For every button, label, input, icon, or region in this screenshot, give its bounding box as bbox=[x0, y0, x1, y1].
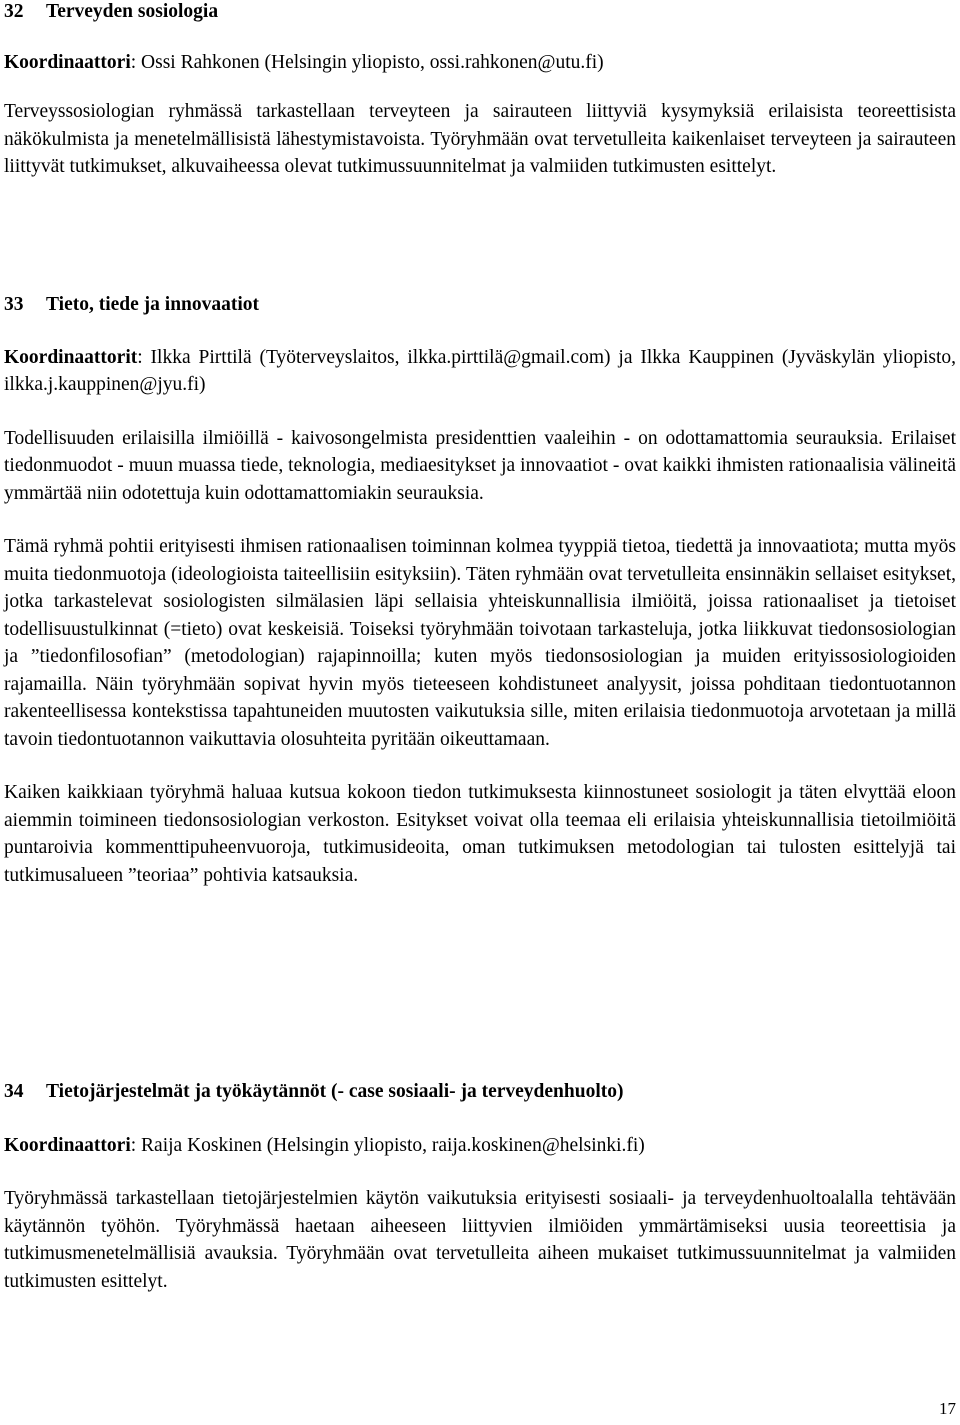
coordinator-label: Koordinaattori bbox=[4, 51, 131, 73]
section-title: Tietojärjestelmät ja työkäytännöt (- case sosiaali- ja terveydenhuolto) bbox=[46, 1081, 624, 1102]
coordinator-text: : Ossi Rahkonen (Helsingin yliopisto, ossi.rahkonen@utu.fi) bbox=[130, 51, 604, 73]
section-heading bbox=[4, 1078, 956, 1106]
coordinator-text: : Raija Koskinen (Helsingin yliopisto, raija.koskinen@helsinki.fi) bbox=[130, 1134, 645, 1156]
section-title: Terveyden sosiologia bbox=[46, 1, 219, 22]
coordinator-line bbox=[4, 49, 956, 77]
coordinator-text: : Ilkka Pirttilä (Työterveyslaitos, ilkka.pirttilä@gmail.com) ja Ilkka Kauppinen (Jyväskylän yliopisto, ilkka.j.kauppinen@jyu.fi) bbox=[4, 346, 956, 395]
section-number: 34 bbox=[4, 1081, 24, 1102]
section-title: Tieto, tiede ja innovaatiot bbox=[46, 294, 260, 315]
section-32 bbox=[4, 0, 956, 181]
section-heading bbox=[4, 0, 956, 26]
paragraph: Todellisuuden erilaisilla ilmiöillä - kaivosongelmista presidenttien vaaleihin - on odottamattomia seurauksia. Erilaiset tiedonmuodot - muun muassa tiede, teknologia, mediaesitykset ja innovaatiot - ovat kaikki ihmisten rationaalisia välineitä ymmärtää niin odotettuja kuin odottamattomiakin seurauksia. bbox=[4, 427, 956, 504]
section-number: 32 bbox=[4, 1, 24, 22]
page-number: 17 bbox=[939, 1399, 956, 1418]
paragraph: Työryhmässä tarkastellaan tietojärjestelmien käytön vaikutuksia erityisesti sosiaali- ja terveydenhuoltoalalla tehtävään käytännön työhön. Työryhmässä haetaan aiheeseen liittyvien ilmiöiden ymmärtämiseksi uusia teoreettisia ja tutkimusmenetelmällisiä avauksia. Työryhmään ovat tervetulleita aiheen mukaiset tutkimussuunnitelmat ja valmiiden tutkimusten esittelyt. bbox=[4, 1188, 956, 1292]
section-number: 33 bbox=[4, 294, 24, 315]
section-34 bbox=[4, 1078, 956, 1295]
paragraph: Terveyssosiologian ryhmässä tarkastellaan terveyteen ja sairauteen liittyviä kysymyksiä erilaisista teoreettisista näkökulmista ja menetelmällisistä lähestymistavoista. Työryhmään ovat tervetulleita kaikenlaiset terveyteen ja sairauteen liittyvät tutkimukset, alkuvaiheessa olevat tutkimussuunnitelmat ja valmiiden tutkimusten esittelyt. bbox=[4, 101, 956, 177]
paragraph: Tämä ryhmä pohtii erityisesti ihmisen rationaalisen toiminnan kolmea tyyppiä tietoa, tiedettä ja innovaatiota; mutta myös muita tiedonmuotoja (ideologioista taiteellisiin esityksiin). Täten ryhmään ovat tervetulleita ensinnäkin sellaiset esitykset, jotka tarkastelevat sosiologisten silmälasien läpi sellaisia yhteiskunnallisia ilmiöitä, joissa rationaaliset ja tietoiset todellisuustulkinnat (=tieto) ovat keskeisiä. Toiseksi työryhmään toivotaan tarkasteluja, jotka liikkuvat tiedonsosiologian ja ”tiedonfilosofian” (metodologian) rajapinnoilla; kuten myös tiedonsosiologian ja muiden erityissosiologioiden rajamailla. Näin työryhmään sopivat hyvin myös tieteeseen kohdistuneet analyysit, joissa pohditaan tiedontuotannon rakenteellisessa kontekstissa tapahtuneiden muutosten vaikutuksia sille, miten erilaisia tiedonmuotoja arvotetaan ja millä tavoin tiedontuotannon vaikuttavia olosuhteita pyritään oikeuttamaan. bbox=[4, 536, 956, 750]
coordinator-label: Koordinaattori bbox=[4, 1134, 131, 1156]
coordinator-line bbox=[4, 1132, 956, 1160]
section-heading bbox=[4, 291, 956, 319]
coordinator-line bbox=[4, 344, 956, 399]
section-33 bbox=[4, 291, 956, 889]
coordinator-label: Koordinaattorit bbox=[4, 346, 138, 368]
paragraph: Kaiken kaikkiaan työryhmä haluaa kutsua kokoon tiedon tutkimuksesta kiinnostuneet sosiologit ja täten elvyttää eloon aiemmin toimineen tiedonsosiologian verkoston. Esitykset voivat olla teemaa eli erilaisia yhteiskunnallisia tietoilmiöitä puntaroivia kommenttipuheenvuoroja, tutkimusideoita, oman tutkimuksen metodologian tai tulosten esittelyjä tai tutkimusalueen ”teoriaa” pohtivia katsauksia. bbox=[4, 782, 956, 886]
